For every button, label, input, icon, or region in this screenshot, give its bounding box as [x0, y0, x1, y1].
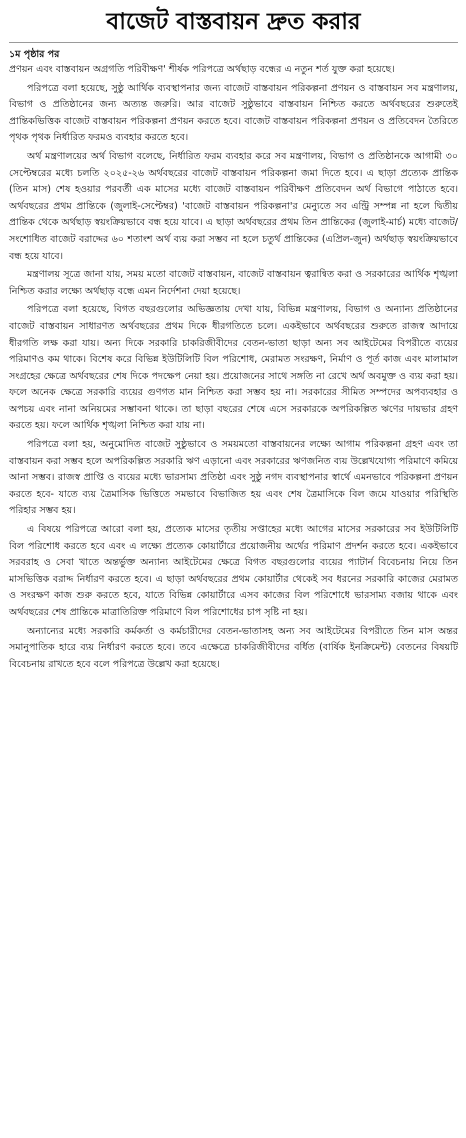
article-paragraph: অর্থ মন্ত্রণালয়ের অর্থ বিভাগ বলেছে, নির্ধারিত ফরম ব্যবহার করে সব মন্ত্রণালয়, বিভাগ ও প্রতিষ্ঠানকে আগামী ৩০ সেপ্টেম্বরের মধ্যে চলতি ২০২৫-২৬ অর্থবছরের বাজেট বাস্তবায়ন পরিকল্পনা জমা দিতে হবে। এ ছাড়া প্রত্যেক প্রান্তিক (তিন মাস) শেষ হওয়ার পরবর্তী এক মাসের মধ্যে বাজেট বাস্তবায়ন পরিবীক্ষণ প্রতিবেদন অর্থ বিভাগে পাঠাতে হবে। অর্থবছরের প্রথম প্রান্তিকে (জুলাই-সেপ্টেম্বর) 'বাজেট বাস্তবায়ন পরিকল্পনা'র মেন্যুতে সব এন্ট্রি সম্পন্ন না হলে দ্বিতীয় প্রান্তিক থেকে অর্থছাড় স্বয়ংক্রিয়ভাবে বন্ধ হয়ে যাবে। এ ছাড়া অর্থবছরের প্রথম তিন প্রান্তিকের (জুলাই-মার্চ) মধ্যে বাজেট/সংশোধিত বাজেট বরাদ্দের ৬০ শতাংশ অর্থ ব্যয় করা সম্ভব না হলে চতুর্থ প্রান্তিকের (এপ্রিল-জুন) অর্থছাড় স্বয়ংক্রিয়ভাবে বন্ধ হয়ে যাবে। [9, 150, 458, 262]
article-paragraph: প্রণয়ন এবং বাস্তবায়ন অগ্রগতি পরিবীক্ষণ' শীর্ষক পরিপত্রে অর্থছাড় বন্ধের এ নতুন শর্ত যুক্ত করা হয়েছে। [9, 64, 395, 75]
article-headline: বাজেট বাস্তবায়ন দ্রুত করার [106, 9, 361, 35]
article-paragraph: মন্ত্রণালয় সূত্রে জানা যায়, সময় মতো বাজেট বাস্তবায়ন, বাজেট বাস্তবায়ন ত্বরান্বিত করা ও সরকারের আর্থিক শৃঙ্খলা নিশ্চিত করার লক্ষ্যে অর্থছাড় বন্ধে এমন নির্দেশনা দেয়া হয়েছে। [9, 269, 458, 297]
article-paragraph: পরিপত্রে বলা হয়, অনুমোদিত বাজেট সুষ্ঠুভাবে ও সময়মতো বাস্তবায়নের লক্ষ্যে আগাম পরিকল্পনা গ্রহণ এবং তা বাস্তবায়ন করা সম্ভব হলে অপরিকল্পিত সরকারি ঋণ এড়ানো এবং সরকারের ঋণজনিত ব্যয় উল্লেখযোগ্য পরিমাণে কমিয়ে আনা সম্ভব। রাজস্ব প্রাপ্তি ও ব্যয়ের মধ্যে ভারসাম্য প্রতিষ্ঠা এবং সুষ্ঠু নগদ ব্যবস্থাপনার স্বার্থে এমনভাবে পরিকল্পনা প্রণয়ন করতে হবে- যাতে ব্যয় ত্রৈমাসিক ভিত্তিতে সমভাবে বিভাজিত হয় এবং শেষ ত্রৈমাসিকে বিল জমে যাওয়ার পরিস্থিতি পরিহার সম্ভব হয়। [9, 439, 458, 517]
headline-divider [9, 42, 458, 43]
article-paragraph: অন্যান্যের মধ্যে সরকারি কর্মকর্তা ও কর্মচারীদের বেতন-ভাতাসহ অন্য সব আইটেমের বিপরীতে তিন মাস অন্তর সমানুপাতিক হারে ব্যয় নির্ধারণ করতে হবে। তবে এক্ষেত্রে চাকরিজীবীদের বর্ধিত (বার্ষিক ইনক্রিমেন্ট) বেতনের বিষয়টি বিবেচনায় রাখতে হবে বলে পরিপত্রে উল্লেখ করা হয়েছে। [9, 625, 458, 670]
article-paragraph: এ বিষয়ে পরিপত্রে আরো বলা হয়, প্রত্যেক মাসের তৃতীয় সপ্তাহের মধ্যে আগের মাসের সরকারের সব ইউটিলিটি বিল পরিশোধ করতে হবে এবং এ লক্ষ্যে প্রত্যেক কোয়ার্টারে প্রয়োজনীয় অর্থের পরিমাণ প্রদর্শন করতে হবে। একইভাবে সরবরাহ ও সেবা খাতে অন্তর্ভুক্ত অন্যান্য আইটেমের ক্ষেত্রে বিগত বছরগুলোর ব্যয়ের প্যাটার্ন বিবেচনায় নিয়ে তিন মাসভিত্তিক বরাদ্দ নির্ধারণ করতে হবে। এ ছাড়া অর্থবছরের প্রথম কোয়ার্টার থেকেই সব ধরনের সরকারি কাজের মেরামত ও সংরক্ষণ কাজ শুরু করতে হবে, যাতে বিভিন্ন কোয়ার্টারে এসব কাজের বিল পরিশোধে ভারসাম্য বজায় থাকে এবং অর্থবছরের শেষ প্রান্তিকে মাত্রাতিরিক্ত পরিমাণে বিল পরিশোধের চাপ সৃষ্টি না হয়। [9, 524, 458, 618]
continued-from-label: ১ম পৃষ্ঠার পর [9, 49, 60, 60]
article-paragraph: পরিপত্রে বলা হয়েছে, সুষ্ঠু আর্থিক ব্যবস্থাপনার জন্য বাজেট বাস্তবায়ন পরিকল্পনা প্রণয়ন ও বাস্তবায়ন সব মন্ত্রণালয়, বিভাগ ও প্রতিষ্ঠানের জন্য অত্যন্ত জরুরি। আর বাজেট সুষ্ঠুভাবে বাস্তবায়ন নিশ্চিত করতে অর্থবছরের শুরুতেই প্রান্তিকভিত্তিক বাজেট বাস্তবায়ন পরিকল্পনা প্রণয়ন করতে হবে। বাজেট বাস্তবায়ন পরিকল্পনা প্রণয়ন ও প্রতিবেদন তৈরিতে পৃথক পৃথক নির্ধারিত ফরমও ব্যবহার করতে হবে। [9, 82, 458, 144]
article-paragraph: পরিপত্রে বলা হয়েছে, বিগত বছরগুলোর অভিজ্ঞতায় দেখা যায়, বিভিন্ন মন্ত্রণালয়, বিভাগ ও অন্যান্য প্রতিষ্ঠানের বাজেট বাস্তবায়ন সাধারণত অর্থবছরের প্রথম দিকে ধীরগতিতে চলে। একইভাবে অর্থবছরের শুরুতে রাজস্ব আদায়ে ধীরগতি লক্ষ করা যায়। অন্য দিকে সরকারি চাকরিজীবীদের বেতন-ভাতা ছাড়া অন্য সব আইটেমের বিপরীতে ব্যয়ের পরিমাণও কম থাকে। বিশেষ করে বিভিন্ন ইউটিলিটি বিল পরিশোধ, মেরামত সংরক্ষণ, নির্মাণ ও পূর্ত কাজ এবং মালামাল সংগ্রহের ক্ষেত্রে অর্থবছরের শেষ দিকে পদক্ষেপ নেয়া হয়। প্রয়োজনের সাথে সঙ্গতি না রেখে অর্থ অবমুক্ত ও ব্যয় করা হয়। ফলে অনেক ক্ষেত্রে সরকারি ব্যয়ের গুণগত মান নিশ্চিত করা সম্ভব হয় না। সরকারের সীমিত সম্পদের অপব্যবহার ও অপচয় এবং নানা অনিয়মের সম্ভাবনা থাকে। তা ছাড়া বছরের শেষে এসে সরকারকে অপরিকল্পিত ঋণের দায়ভার গ্রহণ করতে হয়। ফলে আর্থিক শৃঙ্খলা নিশ্চিত করা যায় না। [9, 304, 458, 432]
